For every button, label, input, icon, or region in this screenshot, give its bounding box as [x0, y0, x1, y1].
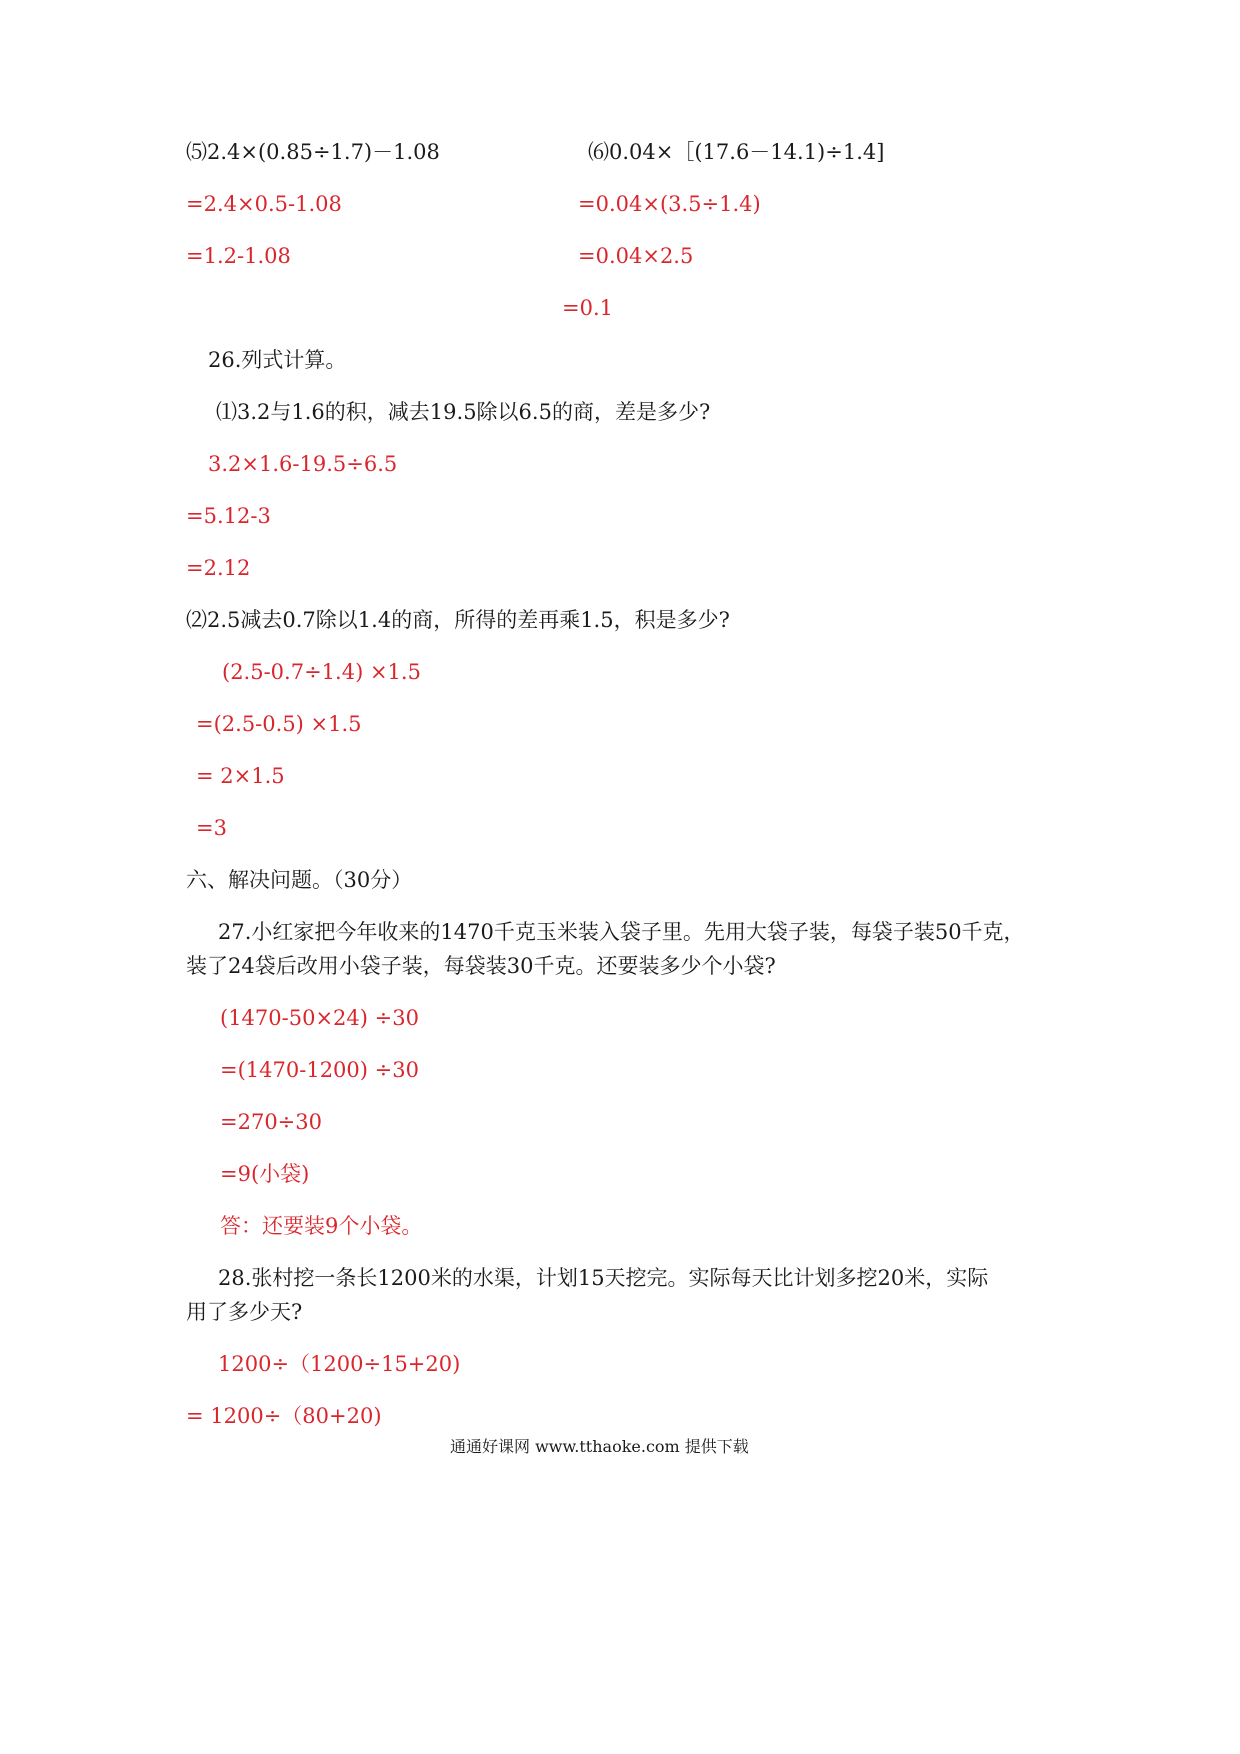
section-6-heading: 六、解决问题。（30分）: [186, 868, 413, 892]
question-27-step-2: =270÷30: [220, 1110, 322, 1134]
problem-6-step-3: =0.1: [562, 296, 613, 320]
question-26-part-2: ⑵2.5减去0.7除以1.4的商，所得的差再乘1.5，积是多少?: [186, 608, 730, 632]
question-26-title: 26.列式计算。: [208, 348, 347, 372]
question-26-part-1-step-2: =2.12: [186, 556, 251, 580]
question-26-part-2-step-1: =(2.5-0.5) ×1.5: [196, 712, 362, 736]
question-27-answer: 答：还要装9个小袋。: [220, 1214, 423, 1238]
problem-6-step-2: =0.04×2.5: [578, 244, 694, 268]
question-28-expression: 1200÷（1200÷15+20): [218, 1352, 461, 1376]
question-28-line-1: 28.张村挖一条长1200米的水渠，计划15天挖完。实际每天比计划多挖20米，实际: [218, 1266, 989, 1290]
problem-5-step-1: =2.4×0.5-1.08: [186, 192, 342, 216]
question-28-step-1: = 1200÷（80+20): [186, 1404, 382, 1428]
question-26-part-2-expression: (2.5-0.7÷1.4) ×1.5: [222, 660, 421, 684]
question-27-line-2: 装了24袋后改用小袋子装，每袋装30千克。还要装多少个小袋?: [186, 954, 776, 978]
question-26-part-1-step-1: =5.12-3: [186, 504, 271, 528]
problem-5-question: ⑸2.4×(0.85÷1.7)－1.08: [186, 140, 440, 164]
problem-6-step-1: =0.04×(3.5÷1.4): [578, 192, 761, 216]
footer-download-note: 通通好课网 www.tthaoke.com 提供下载: [450, 1437, 749, 1456]
question-26-part-1: ⑴3.2与1.6的积，减去19.5除以6.5的商，差是多少?: [216, 400, 711, 424]
question-27-step-3: =9(小袋): [220, 1162, 310, 1186]
question-26-part-2-step-3: =3: [196, 816, 227, 840]
problem-6-question: ⑹0.04×［(17.6－14.1)÷1.4]: [588, 140, 885, 164]
question-27-line-1: 27.小红家把今年收来的1470千克玉米装入袋子里。先用大袋子装，每袋子装50千克，: [218, 920, 1025, 944]
question-27-step-1: =(1470-1200) ÷30: [220, 1058, 419, 1082]
question-27-expression: (1470-50×24) ÷30: [220, 1006, 419, 1030]
problem-5-step-2: =1.2-1.08: [186, 244, 291, 268]
question-28-line-2: 用了多少天?: [186, 1300, 303, 1324]
question-26-part-1-expression: 3.2×1.6-19.5÷6.5: [208, 452, 398, 476]
question-26-part-2-step-2: = 2×1.5: [196, 764, 285, 788]
